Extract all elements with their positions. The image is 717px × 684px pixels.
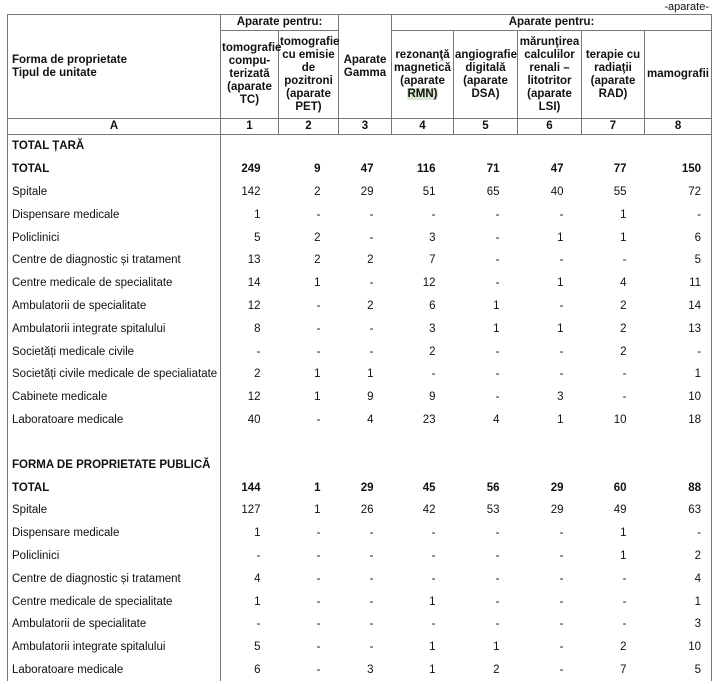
table-row (8, 545, 712, 568)
cell-value: - (495, 368, 500, 381)
cell-value: 2 (620, 299, 627, 312)
cell-value: 1 (367, 368, 374, 381)
cell-value: 23 (422, 413, 436, 426)
table-row (8, 386, 712, 409)
cell-value: 1 (645, 590, 712, 613)
cell-value: - (622, 595, 627, 608)
cell-value: - (316, 641, 321, 654)
row-label: Policlinici (8, 226, 221, 249)
cell-value: 1 (429, 663, 436, 676)
cell-value: - (495, 345, 500, 358)
section-title: TOTAL ȚARĂ (8, 135, 221, 158)
table-row (8, 659, 712, 682)
cell-value: 2 (493, 663, 500, 676)
cell-value: - (316, 527, 321, 540)
cell-value: 29 (550, 504, 564, 517)
cell-value: - (559, 663, 564, 676)
cell-value: - (559, 549, 564, 562)
cell-value: 1 (314, 391, 321, 404)
column-letter: 5 (454, 119, 518, 135)
cell-value: 6 (221, 659, 279, 682)
column-letter: 3 (339, 119, 392, 135)
cell-value: 1 (314, 504, 321, 517)
cell-value: - (495, 595, 500, 608)
cell-value: 1 (493, 299, 500, 312)
row-label: TOTAL (8, 158, 221, 181)
cell-value: 47 (360, 163, 374, 176)
cell-value: 49 (613, 504, 627, 517)
table-row (8, 181, 712, 204)
table-row (8, 499, 712, 522)
row-header-line2: Tipul de unitate (12, 66, 97, 79)
cell-value: - (221, 340, 279, 363)
cell-value: - (369, 231, 374, 244)
table-row (8, 476, 712, 499)
row-label: Policlinici (8, 545, 221, 568)
row-label: Spitale (8, 181, 221, 204)
section-header-row (8, 453, 712, 476)
cell-value: 2 (645, 545, 712, 568)
cell-value: - (369, 618, 374, 631)
cell-value: - (369, 641, 374, 654)
row-label: Centre medicale de specialitate (8, 272, 221, 295)
table-body (8, 135, 712, 682)
cell-value: - (622, 368, 627, 381)
group-header-left: Aparate pentru: (221, 15, 339, 31)
cell-value: 65 (486, 185, 500, 198)
cell-value: 40 (550, 185, 564, 198)
cell-value: - (495, 527, 500, 540)
cell-value: - (316, 595, 321, 608)
cell-value: 1 (620, 527, 627, 540)
column-letter: 4 (392, 119, 454, 135)
table-row (8, 567, 712, 590)
cell-value: - (316, 208, 321, 221)
cell-value: 1 (429, 595, 436, 608)
row-label: Cabinete medicale (8, 386, 221, 409)
table-row (8, 636, 712, 659)
cell-value: - (369, 572, 374, 585)
cell-value: - (369, 322, 374, 335)
cell-value: - (559, 345, 564, 358)
column-letter: A (8, 119, 221, 135)
cell-value: - (369, 277, 374, 290)
cell-value: 3 (429, 231, 436, 244)
table-row (8, 226, 712, 249)
cell-value: 1 (620, 549, 627, 562)
row-label: Societăți medicale civile (8, 340, 221, 363)
cell-value: - (316, 299, 321, 312)
cell-value: - (622, 391, 627, 404)
row-label: Dispensare medicale (8, 203, 221, 226)
cell-value: 3 (557, 391, 564, 404)
cell-value: 4 (645, 567, 712, 590)
cell-value: - (559, 299, 564, 312)
cell-value: 71 (486, 163, 500, 176)
cell-value: 2 (314, 231, 321, 244)
cell-value: 9 (429, 391, 436, 404)
cell-value: 18 (645, 409, 712, 432)
cell-value: 1 (557, 231, 564, 244)
cell-value: 5 (221, 636, 279, 659)
column-header-8: mamografii (645, 31, 712, 119)
cell-value: 3 (367, 663, 374, 676)
cell-value: 2 (620, 322, 627, 335)
cell-value: 2 (367, 299, 374, 312)
cell-value: - (316, 663, 321, 676)
cell-value: 4 (620, 277, 627, 290)
cell-value: - (316, 572, 321, 585)
row-label: Dispensare medicale (8, 522, 221, 545)
cell-value: - (221, 545, 279, 568)
row-header-line1: Forma de proprietate (12, 53, 128, 66)
cell-value: 40 (221, 409, 279, 432)
cell-value: 1 (493, 322, 500, 335)
column-header-5: angiografie digitală (aparate DSA) (454, 31, 518, 119)
column-letter: 6 (518, 119, 582, 135)
cell-value: 88 (645, 476, 712, 499)
row-label: Centre de diagnostic și tratament (8, 249, 221, 272)
row-label: Ambulatorii integrate spitalului (8, 636, 221, 659)
cell-value: 13 (645, 317, 712, 340)
cell-value: 4 (221, 567, 279, 590)
cell-value: 1 (620, 208, 627, 221)
cell-value: 150 (645, 158, 712, 181)
cell-value: - (495, 208, 500, 221)
cell-value: 2 (221, 363, 279, 386)
cell-value: 10 (645, 636, 712, 659)
cell-value: 72 (645, 181, 712, 204)
cell-value: - (431, 572, 436, 585)
cell-value: - (622, 254, 627, 267)
cell-value: 1 (429, 641, 436, 654)
cell-value: - (559, 254, 564, 267)
cell-value: 14 (221, 272, 279, 295)
cell-value: - (559, 368, 564, 381)
row-label: Spitale (8, 499, 221, 522)
cell-value: 47 (550, 163, 564, 176)
cell-value: - (495, 254, 500, 267)
cell-value: 116 (416, 163, 436, 176)
cell-value: - (495, 391, 500, 404)
unit-label: -aparate- (664, 1, 709, 13)
cell-value: 14 (645, 295, 712, 318)
cell-value: 3 (645, 613, 712, 636)
cell-value: 1 (221, 522, 279, 545)
cell-value: 1 (314, 277, 321, 290)
cell-value: 1 (221, 203, 279, 226)
equipment-table (7, 14, 712, 681)
cell-value: 5 (645, 249, 712, 272)
cell-value: - (431, 208, 436, 221)
row-label: Societăți civile medicale de specialiatate (8, 363, 221, 386)
cell-value: 42 (422, 504, 436, 517)
highlight-rmn: RMN) (407, 87, 438, 100)
table-row (8, 295, 712, 318)
table-row (8, 158, 712, 181)
cell-value: 77 (613, 163, 627, 176)
cell-value: - (369, 527, 374, 540)
group-header-right: Aparate pentru: (392, 15, 712, 31)
cell-value: 29 (360, 481, 374, 494)
cell-value: 2 (314, 254, 321, 267)
cell-value: 12 (422, 277, 436, 290)
cell-value: - (495, 549, 500, 562)
cell-value: 2 (620, 641, 627, 654)
cell-value: 12 (221, 386, 279, 409)
column-header-6: mărunţirea calculilor renali – litotritor (aparate LSI) (518, 31, 582, 119)
table-row (8, 590, 712, 613)
cell-value: 142 (221, 181, 279, 204)
cell-value: 1 (645, 363, 712, 386)
row-header (8, 15, 221, 119)
cell-value: - (645, 203, 712, 226)
cell-value: - (316, 345, 321, 358)
cell-value: 10 (613, 413, 627, 426)
cell-value: 5 (221, 226, 279, 249)
cell-value: 3 (429, 322, 436, 335)
cell-value: 1 (557, 277, 564, 290)
cell-value: 4 (493, 413, 500, 426)
column-letters-row (8, 119, 712, 135)
cell-value: - (495, 618, 500, 631)
cell-value: - (559, 572, 564, 585)
cell-value: 53 (486, 504, 500, 517)
row-label: Laboratoare medicale (8, 409, 221, 432)
cell-value: 12 (221, 295, 279, 318)
cell-value: 56 (486, 481, 500, 494)
row-label: TOTAL (8, 476, 221, 499)
cell-value: - (431, 527, 436, 540)
cell-value: 2 (620, 345, 627, 358)
cell-value: 51 (422, 185, 436, 198)
column-header-3: Aparate Gamma (339, 15, 392, 119)
cell-value: - (431, 618, 436, 631)
row-label: Centre de diagnostic și tratament (8, 567, 221, 590)
cell-value: - (622, 618, 627, 631)
cell-value: 1 (557, 322, 564, 335)
cell-value: - (369, 208, 374, 221)
spacer-row (8, 431, 712, 453)
cell-value: - (622, 572, 627, 585)
cell-value: 249 (221, 158, 279, 181)
cell-value: - (316, 413, 321, 426)
cell-value: - (221, 613, 279, 636)
cell-value: 11 (645, 272, 712, 295)
column-header-7: terapie cu radiaţii (aparate RAD) (582, 31, 645, 119)
cell-value: 4 (367, 413, 374, 426)
cell-value: 13 (221, 249, 279, 272)
column-letter: 7 (582, 119, 645, 135)
cell-value: 29 (360, 185, 374, 198)
cell-value: - (559, 527, 564, 540)
cell-value: - (495, 231, 500, 244)
row-label: Ambulatorii integrate spitalului (8, 317, 221, 340)
cell-value: 2 (429, 345, 436, 358)
table-row (8, 363, 712, 386)
cell-value: 29 (550, 481, 564, 494)
cell-value: - (495, 277, 500, 290)
row-label: Ambulatorii de specialitate (8, 613, 221, 636)
column-letter: 8 (645, 119, 712, 135)
cell-value: - (369, 549, 374, 562)
cell-value: - (559, 208, 564, 221)
cell-value: - (316, 322, 321, 335)
cell-value: 7 (429, 254, 436, 267)
cell-value: 10 (645, 386, 712, 409)
cell-value: 1 (557, 413, 564, 426)
table-row (8, 272, 712, 295)
cell-value: 1 (314, 481, 321, 494)
cell-value: 7 (620, 663, 627, 676)
table-row (8, 340, 712, 363)
table-row (8, 203, 712, 226)
cell-value: - (369, 345, 374, 358)
cell-value: 60 (613, 481, 627, 494)
cell-value: - (316, 549, 321, 562)
cell-value: 8 (221, 317, 279, 340)
table-row (8, 522, 712, 545)
cell-value: 45 (422, 481, 436, 494)
table-row (8, 409, 712, 432)
cell-value: - (316, 618, 321, 631)
cell-value: 6 (645, 226, 712, 249)
row-label: Ambulatorii de specialitate (8, 295, 221, 318)
cell-value: - (559, 618, 564, 631)
cell-value: 1 (314, 368, 321, 381)
cell-value: 2 (314, 185, 321, 198)
cell-value: 55 (613, 185, 627, 198)
cell-value: - (431, 549, 436, 562)
cell-value: 5 (645, 659, 712, 682)
cell-value: 144 (221, 476, 279, 499)
cell-value: 26 (360, 504, 374, 517)
cell-value: 127 (221, 499, 279, 522)
cell-value: 1 (620, 231, 627, 244)
column-letter: 1 (221, 119, 279, 135)
cell-value: - (559, 595, 564, 608)
cell-value: - (431, 368, 436, 381)
cell-value: 63 (645, 499, 712, 522)
table-row (8, 317, 712, 340)
cell-value: - (559, 641, 564, 654)
row-label: Laboratoare medicale (8, 659, 221, 682)
table-row (8, 613, 712, 636)
cell-value: 9 (367, 391, 374, 404)
cell-value: 6 (429, 299, 436, 312)
row-label: Centre medicale de specialitate (8, 590, 221, 613)
column-header-2: tomografie cu emisie de pozitroni (aparate PET) (279, 31, 339, 119)
cell-value: - (645, 340, 712, 363)
section-title: FORMA DE PROPRIETATE PUBLICĂ (8, 453, 221, 476)
column-letter: 2 (279, 119, 339, 135)
cell-value: 1 (493, 641, 500, 654)
cell-value: 1 (221, 590, 279, 613)
table-row (8, 249, 712, 272)
cell-value: - (645, 522, 712, 545)
cell-value: - (369, 595, 374, 608)
column-header-4: rezonanţă magnetică (aparate RMN) (392, 31, 454, 119)
cell-value: - (495, 572, 500, 585)
section-header-row (8, 135, 712, 158)
cell-value: 9 (314, 163, 321, 176)
column-header-1: tomografie compu- terizată (aparate TC) (221, 31, 279, 119)
cell-value: 2 (367, 254, 374, 267)
